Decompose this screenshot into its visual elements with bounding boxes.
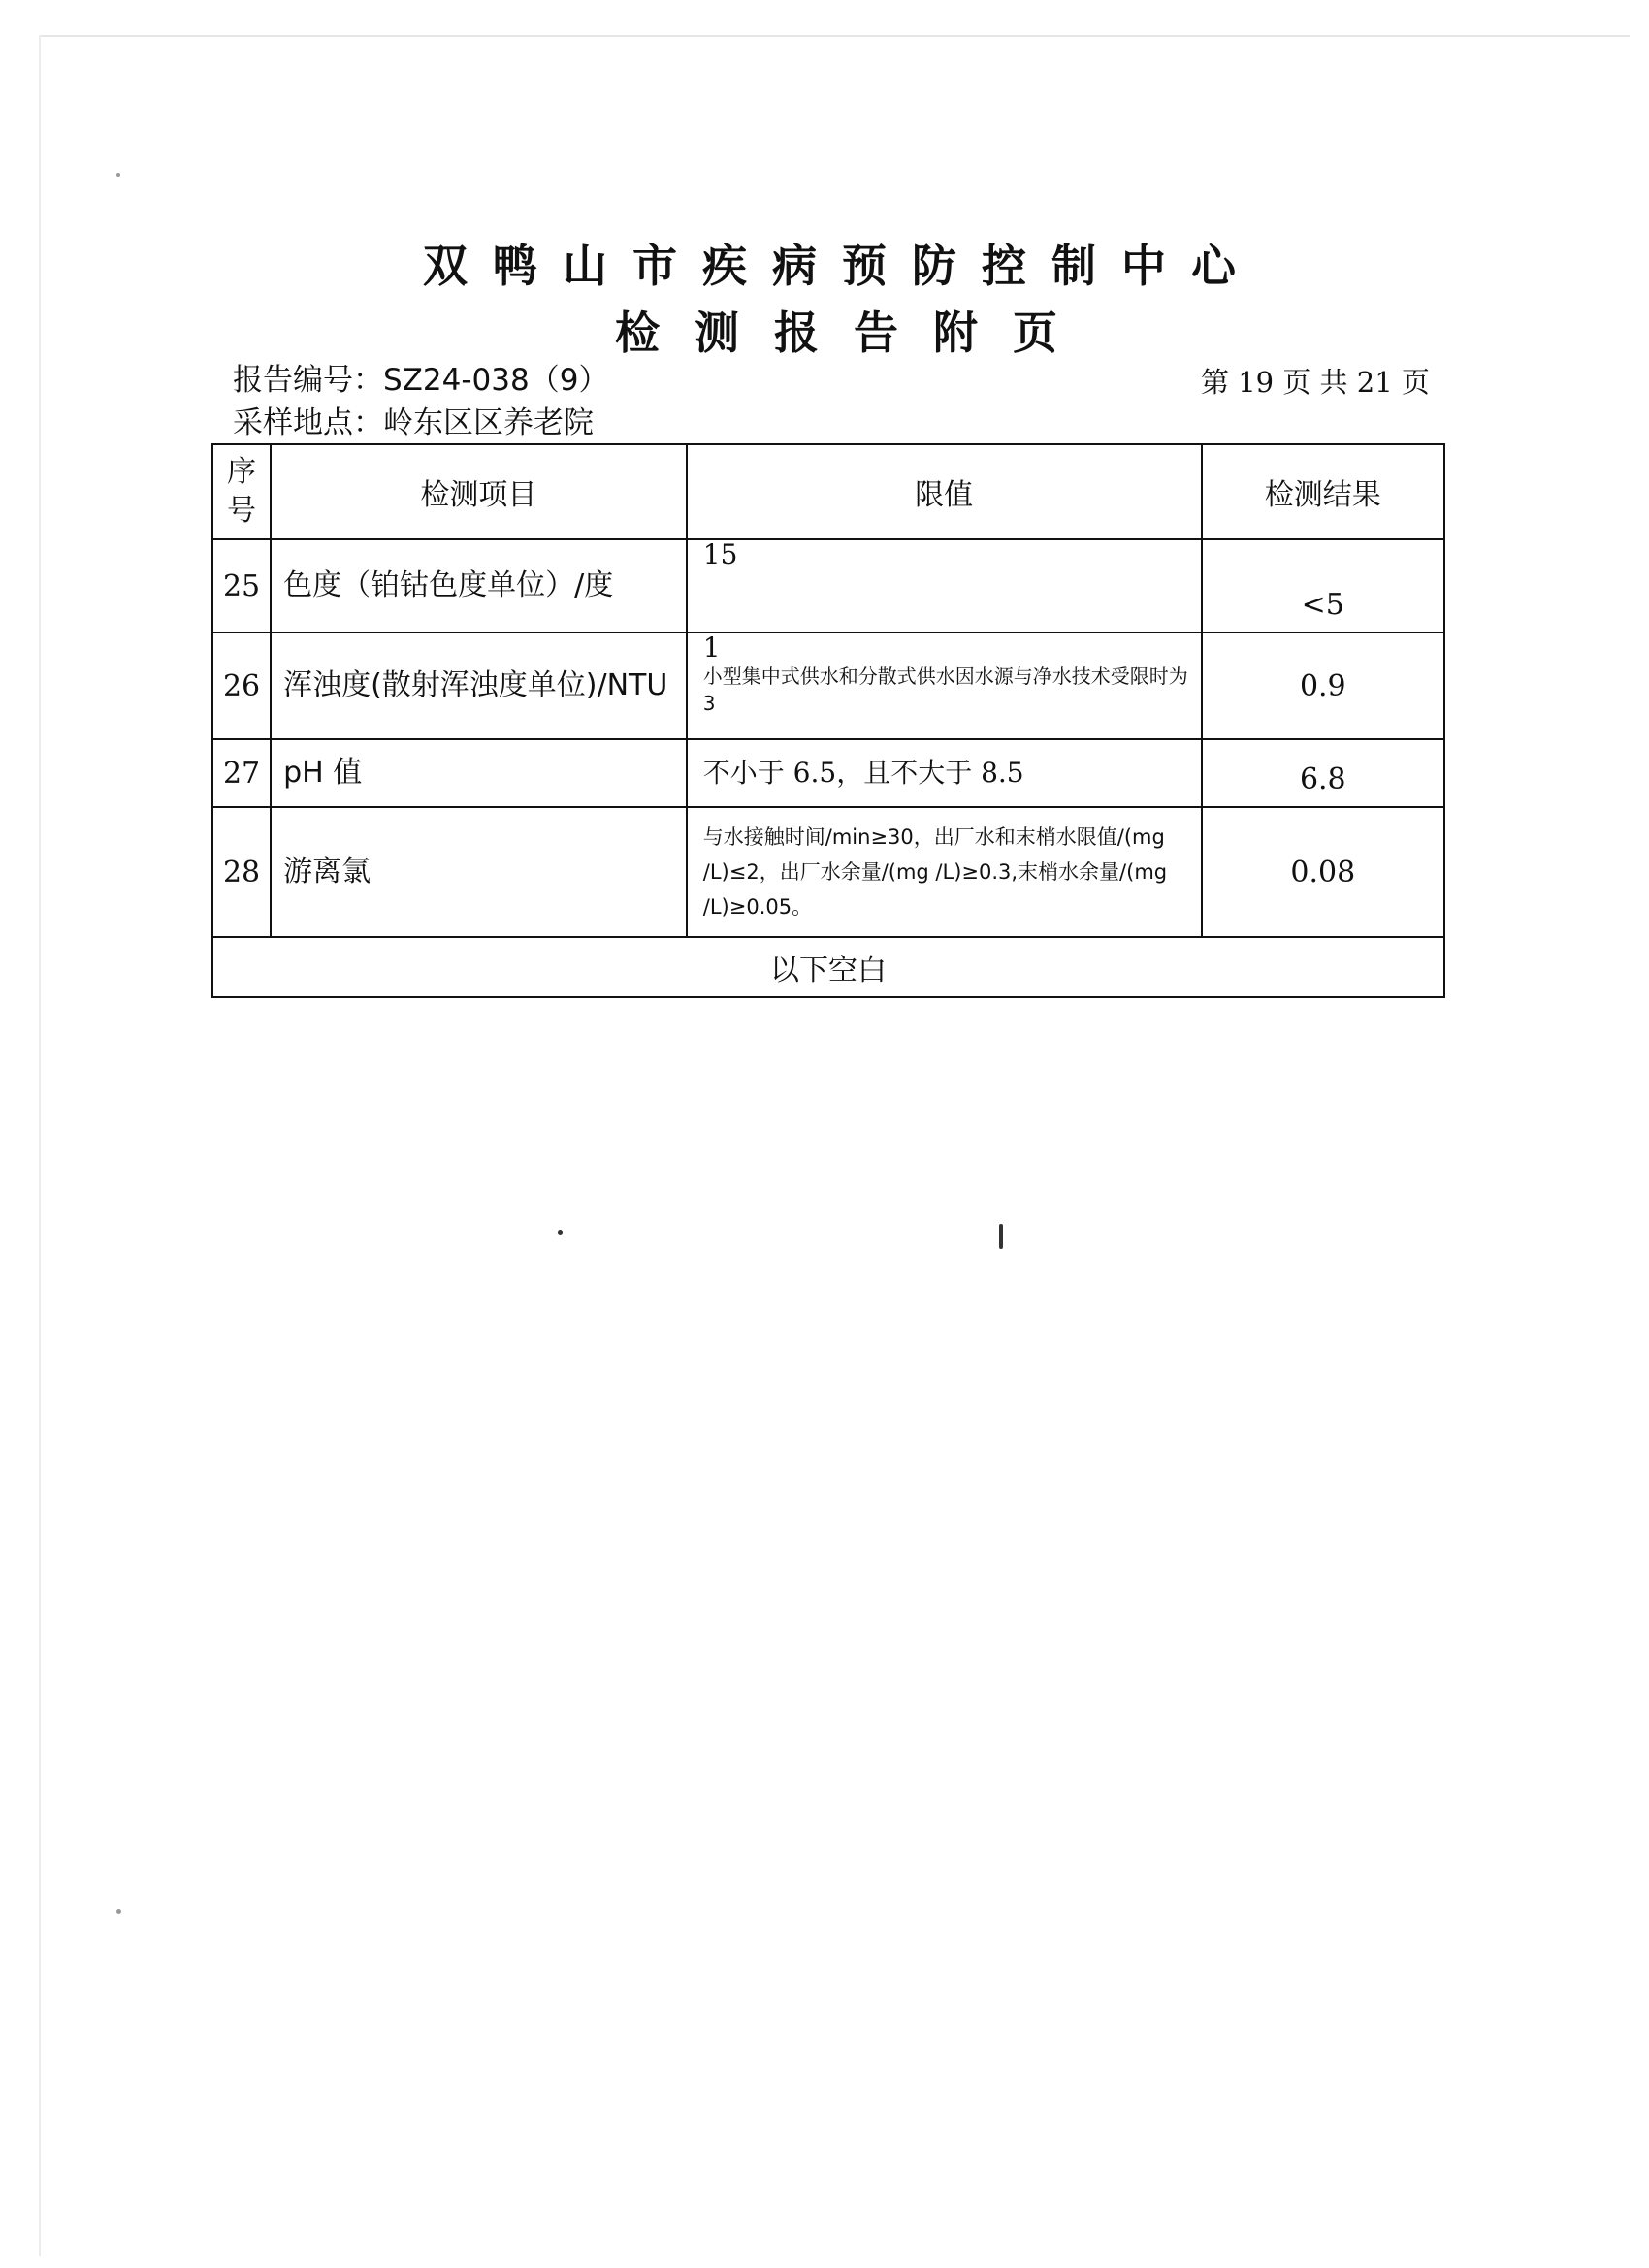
row-number: 25 bbox=[212, 539, 271, 632]
test-result: 6.8 bbox=[1202, 739, 1444, 807]
blank-below-note: 以下空白 bbox=[212, 937, 1444, 997]
limit-value: 不小于 6.5，且不大于 8.5 bbox=[687, 739, 1202, 807]
table-row bbox=[212, 632, 1444, 739]
scan-speck bbox=[116, 1909, 121, 1914]
column-header-item: 检测项目 bbox=[271, 444, 687, 539]
sampling-site: 采样地点：岭东区区养老院 bbox=[233, 405, 594, 440]
test-item-text: 浑浊度(散射浑浊度单位)/NTU bbox=[283, 668, 668, 702]
table-header-row bbox=[212, 444, 1444, 539]
limit-value bbox=[687, 539, 1202, 632]
row-number: 28 bbox=[212, 807, 271, 937]
scan-speck bbox=[999, 1224, 1003, 1249]
document-title: 双鸭山市疾病预防控制中心 bbox=[423, 240, 1261, 292]
scan-speck bbox=[116, 173, 120, 177]
test-result: 0.08 bbox=[1202, 807, 1444, 937]
test-result: 0.9 bbox=[1202, 632, 1444, 739]
limit-value bbox=[687, 632, 1202, 739]
column-header-no: 序号 bbox=[212, 444, 271, 539]
test-item: 游离氯 bbox=[271, 807, 687, 937]
limit-note: 小型集中式供水和分散式供水因水源与净水技术受限时为 3 bbox=[702, 664, 1188, 715]
table-row bbox=[212, 539, 1444, 632]
limit-value: 与水接触时间/min≥30，出厂水和末梢水限值/(mg /L)≤2，出厂水余量/(mg /L)≥0.3,末梢水余量/(mg /L)≥0.05。 bbox=[687, 807, 1202, 937]
limit-text: 1 bbox=[702, 632, 721, 664]
limit-text: 15 bbox=[702, 538, 738, 570]
page-edge bbox=[39, 35, 41, 2256]
table-row bbox=[212, 739, 1444, 807]
column-header-limit: 限值 bbox=[687, 444, 1202, 539]
test-result: <5 bbox=[1202, 539, 1444, 632]
table-footer-row bbox=[212, 937, 1444, 997]
table-row bbox=[212, 807, 1444, 937]
page-edge bbox=[39, 35, 1630, 37]
row-number: 27 bbox=[212, 739, 271, 807]
results-table bbox=[211, 443, 1445, 998]
test-item bbox=[271, 632, 687, 739]
test-item: pH 值 bbox=[271, 739, 687, 807]
page-indicator: 第 19 页 共 21 页 bbox=[1201, 366, 1430, 399]
column-header-result: 检测结果 bbox=[1202, 444, 1444, 539]
row-number: 26 bbox=[212, 632, 271, 739]
scan-speck bbox=[558, 1230, 563, 1235]
report-number: 报告编号：SZ24-038（9） bbox=[233, 363, 609, 398]
test-item: 色度（铂钴色度单位）/度 bbox=[271, 539, 687, 632]
document-subtitle: 检测报告附页 bbox=[615, 307, 1092, 359]
